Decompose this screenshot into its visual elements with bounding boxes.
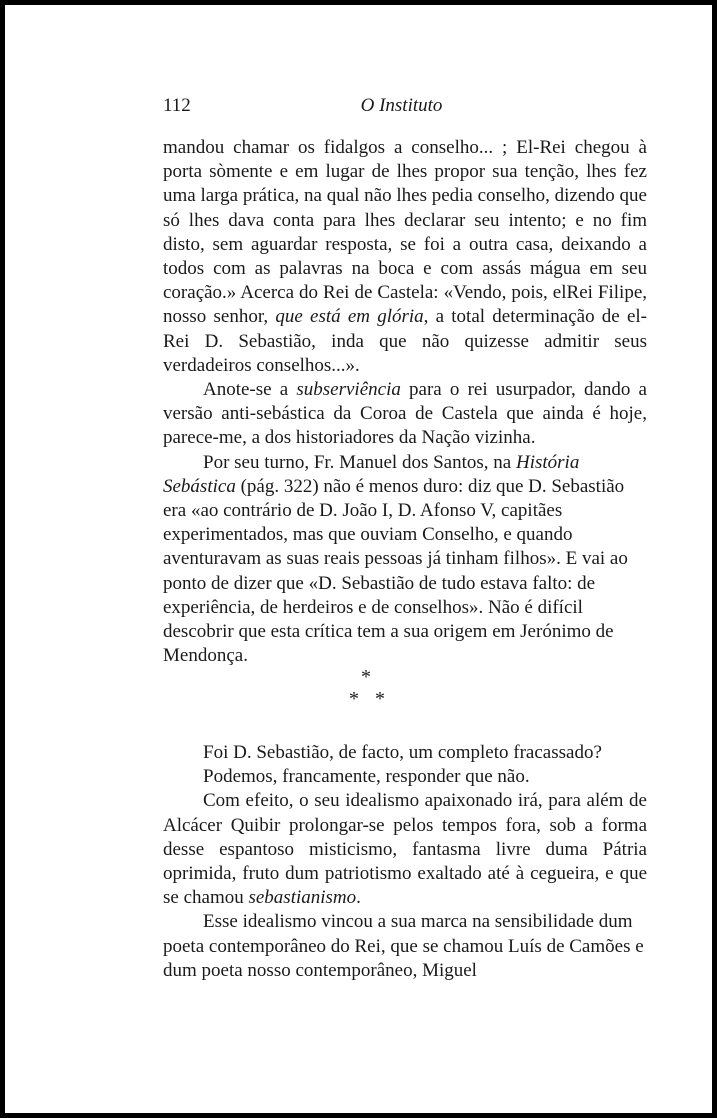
italic-text: que está em glória [275, 306, 424, 328]
text-run: , a total determinação de el-Rei D. Sebastião, inda que não quizesse admitir seus verdadeiros conselhos...». [163, 306, 647, 376]
separator-star: * [375, 688, 385, 710]
page-header [163, 95, 640, 123]
section-separator [349, 665, 441, 715]
italic-text: subserviência [296, 379, 401, 401]
book-page [5, 5, 712, 1113]
text-run: mandou chamar os fidalgos a conselho... ; El-Rei chegou à porta sòmente e em lugar de lhes propor sua tenção, lhes fez uma larga prática, na qual não lhes pedia conselho, dizendo que só lhes dava conta para lhes declarar seu intento; e no fim disto, sem aguardar resposta, se foi a outra casa, deixando a todos com as palavras na boca e com assás mágua em seu coração.» Acerca do Rei de Castela: «Vendo, pois, elRei Filipe, nosso senhor, [163, 137, 647, 328]
paragraph [163, 789, 647, 910]
text-section-1 [163, 136, 647, 668]
text-run: Podemos, francamente, responder que não. [203, 766, 530, 788]
text-run: Anote-se a [203, 379, 297, 401]
paragraph [163, 378, 647, 451]
running-title: O Instituto [360, 95, 443, 116]
separator-star: * [349, 688, 359, 710]
text-run: para o rei usurpador, dando a versão anti-sebástica da Coroa de Castela que ainda é hoje, parece-me, a dos historiadores da Nação vizinha. [163, 379, 647, 449]
italic-text: sebastianismo [248, 887, 357, 909]
italic-text: História Sebástica [163, 451, 580, 497]
text-section-2 [163, 741, 647, 983]
paragraph [163, 765, 647, 789]
paragraph [163, 910, 647, 983]
paragraph [163, 136, 647, 378]
separator-star: * [361, 666, 371, 688]
paragraph [163, 451, 647, 669]
paragraph [163, 741, 647, 765]
page-number: 112 [163, 95, 191, 116]
text-run: Foi D. Sebastião, de facto, um completo fracassado? [203, 742, 602, 763]
text-run: . [356, 887, 361, 909]
text-run: Esse idealismo vincou a sua marca na sensibilidade dum poeta contemporâneo do Rei, que se chamou Luís de Camões e dum poeta nosso contemporâneo, Miguel [163, 911, 644, 981]
text-run: Com efeito, o seu idealismo apaixonado irá, para além de Alcácer Quibir prolongar-se pelos tempos fora, sob a forma desse espantoso misticismo, fantasma livre duma Pátria oprimida, fruto dum patriotismo exaltado até à cegueira, e que se chamou [163, 790, 647, 909]
text-run: Por seu turno, Fr. Manuel dos Santos, na [203, 451, 516, 473]
text-run: (pág. 322) não é menos duro: diz que D. Sebastião era «ao contrário de D. João I, D. Afonso V, capitães experimentados, mas que ouviam Conselho, e quando aventuravam as suas reais pessoas já tinham filhos». E vai ao ponto de dizer que «D. Sebastião de tudo estava falto: de experiência, de herdeiros e de conselhos». Não é difícil descobrir que esta crítica tem a sua origem em Jerónimo de Mendonça. [163, 475, 628, 667]
